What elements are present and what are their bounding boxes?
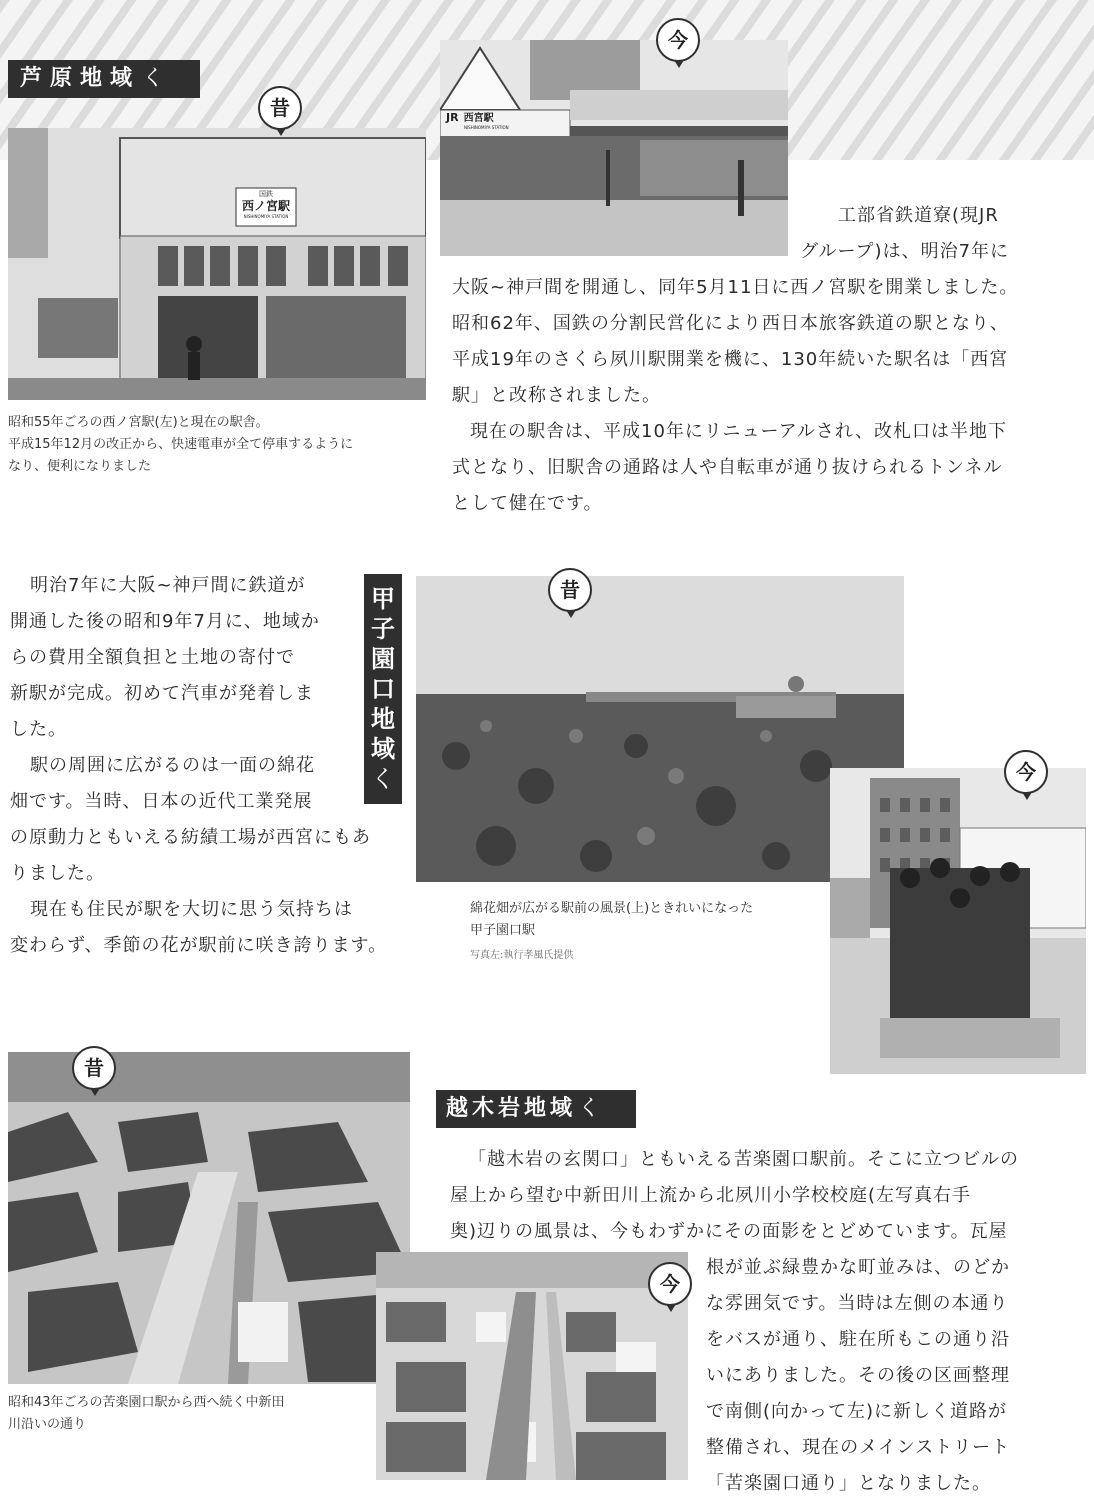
- now-badge-ashihara: 今: [656, 18, 700, 62]
- caption-koshikiiwa: 昭和43年ごろの苦楽園口駅から西へ続く中新田 川沿いの通り: [8, 1395, 285, 1432]
- chevron-icon: く: [371, 765, 395, 793]
- body-koshienguchi: 明治7年に大阪~神戸間に鉄道が 開通した後の昭和9年7月に、地域か らの費用全額負担と土地の寄付で 新駅が完成。初めて汽車が発着しま した。 駅の周囲に広がるのは一面の綿花 畑です。当時、日本の近代工業発展 の原動力ともいえる紡績工場が西宮にもあ りました。 現在も住民が駅を大切に思う気持ちは 変わらず、季節の花が駅前に咲き誇ります。: [10, 575, 388, 956]
- body-koshikiiwa-narrow: 根が並ぶ緑豊かな町並みは、のどか な雰囲気です。当時は左側の本通り をバスが通り、駐在所もこの通り沿 いにありました。その後の区画整理 で南側(向かって左)に新しく道路が 整備され、現在のメインストリート 「苦楽園口通り」となりました。: [706, 1257, 1011, 1494]
- then-badge-koshikiiwa: 昔: [72, 1046, 116, 1090]
- old-station-sign: 国鉄 西ノ宮駅 NISHINOMIYA STATION: [241, 190, 290, 219]
- section-tag-koshikiiwa: [436, 1090, 636, 1128]
- new-station-illustration: [440, 40, 788, 256]
- photo-credit: 写真左:執行孝風氏提供: [470, 950, 574, 961]
- photo-new-koshienguchi-station: [830, 768, 1086, 1074]
- sunflower-station-illustration: [830, 768, 1086, 1074]
- body-ashihara-right: 工部省鉄道寮(現JR グループ)は、明治7年に: [800, 205, 1010, 262]
- caption-ashihara: 昭和55年ごろの西ノ宮駅(左)と現在の駅舎。 平成15年12月の改正から、快速電車が全て停車するように なり、便利になりました: [8, 415, 354, 474]
- caption-koshienguchi: 綿花畑が広がる駅前の風景(上)ときれいになった 甲子園口駅 写真左:執行孝風氏提供: [470, 898, 830, 961]
- old-station-illustration: [8, 128, 426, 400]
- section-title: 芦原地域: [20, 66, 141, 91]
- photo-new-nishinomiya-station: [440, 40, 788, 256]
- now-badge-koshienguchi: 今: [1004, 750, 1048, 794]
- now-badge-koshikiiwa: 今: [648, 1262, 692, 1306]
- chevron-icon: く: [578, 1096, 601, 1121]
- new-station-sign: JR 西宮駅 NISHINOMIYA STATION: [446, 111, 509, 130]
- body-ashihara: 大阪~神戸間を開通し、同年5月11日に西ノ宮駅を開業しました。 昭和62年、国鉄の分割民営化により西日本旅客鉄道の駅となり、 平成19年のさくら夙川駅開業を機に、130年続いた駅名は「西宮 駅」と改称されました。 現在の駅舎は、平成10年にリニューアルされ、改札口は半地下 式となり、旧駅舎の通路は人や自転車が通り抜けられるトンネル として健在です。: [452, 277, 1019, 514]
- body-koshikiiwa-full: 「越木岩の玄関口」ともいえる苦楽園口駅前。そこに立つビルの 屋上から望む中新田川上流から北夙川小学校校庭(左写真右手 奥)辺りの風景は、今もわずかにその面影をとどめています。瓦屋: [450, 1149, 1019, 1242]
- new-street-illustration: [376, 1252, 688, 1480]
- photo-new-nakashindengawa-street: [376, 1252, 688, 1480]
- photo-old-nishinomiya-station: [8, 128, 426, 400]
- old-street-illustration: [8, 1052, 410, 1384]
- photo-old-nakashindengawa-street: [8, 1052, 410, 1384]
- section-tag-koshienguchi: 甲 子 園 口 地 域 く: [364, 574, 402, 804]
- then-badge-ashihara: 昔: [258, 86, 302, 130]
- section-tag-ashihara: [8, 60, 200, 98]
- section-title: 越木岩地域: [446, 1096, 577, 1121]
- then-badge-koshienguchi: 昔: [548, 568, 592, 612]
- chevron-icon: く: [142, 66, 165, 91]
